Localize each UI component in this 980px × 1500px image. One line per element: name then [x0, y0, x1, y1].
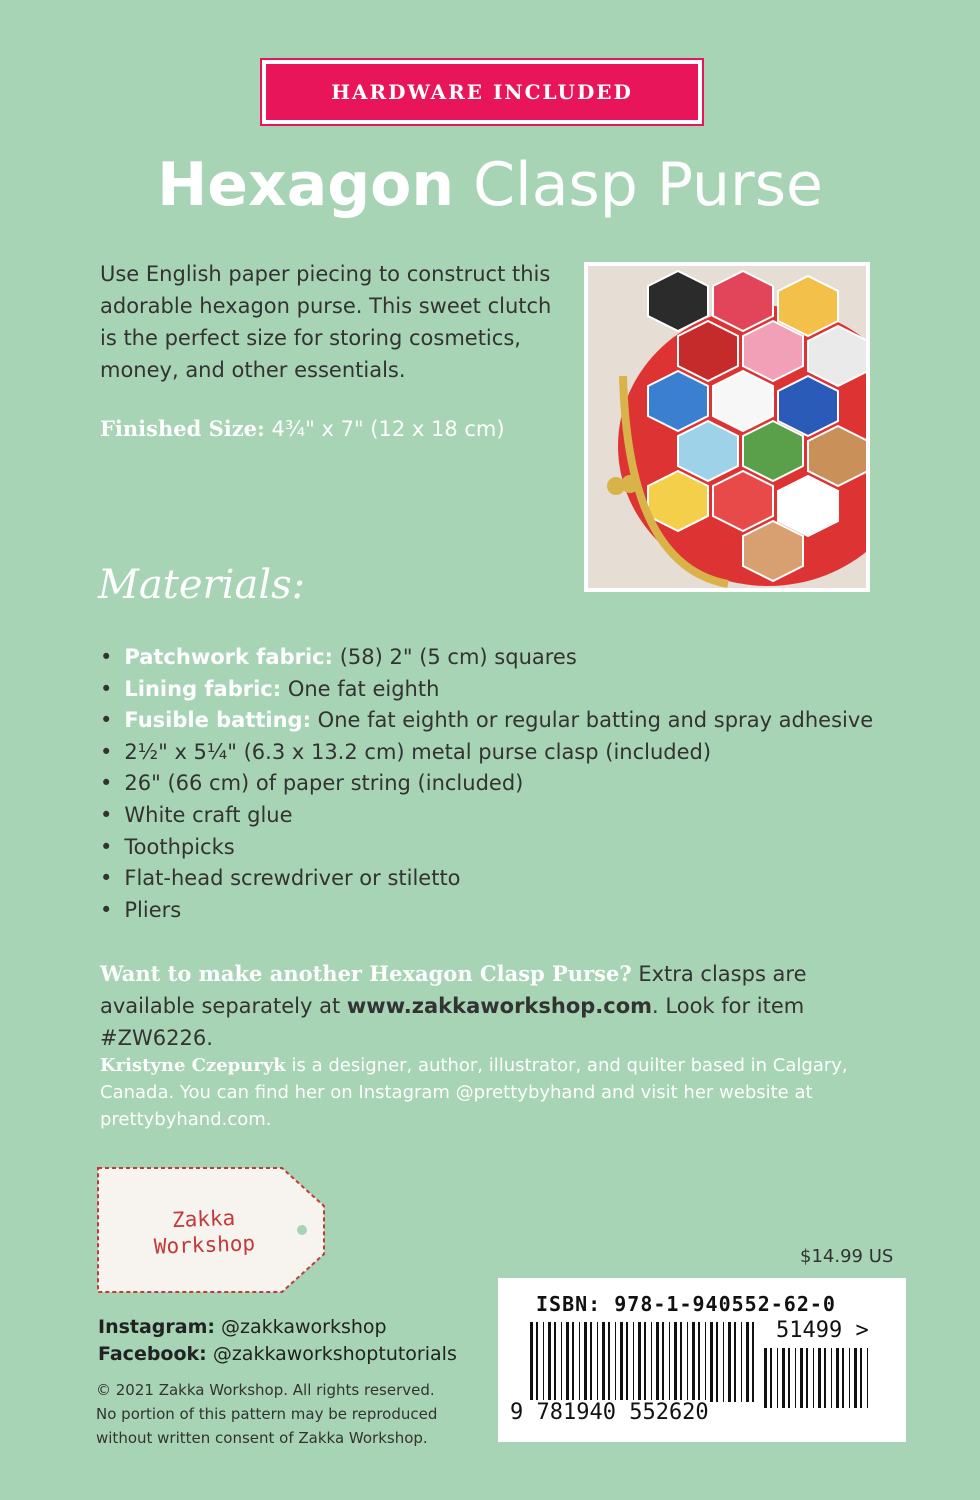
website-link[interactable]: www.zakkaworkshop.com: [346, 994, 653, 1018]
barcode-bar: [680, 1322, 682, 1402]
barcode-bar: [608, 1322, 610, 1402]
barcode-bar: [615, 1322, 616, 1402]
facebook-handle[interactable]: @zakkaworkshoptutorials: [212, 1343, 457, 1365]
barcode-bar: [777, 1348, 778, 1408]
want-question: Want to make another Hexagon Clasp Purse?: [100, 961, 632, 986]
addon-digits: 51499 >: [776, 1318, 869, 1343]
zakka-workshop-logo-tag: [96, 1166, 328, 1294]
finished-size: [100, 416, 505, 441]
barcode-bar: [764, 1348, 767, 1408]
ean-barcode: [530, 1322, 760, 1412]
barcode-bar: [687, 1322, 688, 1402]
isbn-text: ISBN: 978-1-940552-62-0: [536, 1292, 836, 1316]
barcode-bar: [674, 1322, 677, 1402]
barcode-bar: [656, 1322, 659, 1402]
ean-digits: 9 781940 552620: [510, 1400, 709, 1425]
barcode-bar: [741, 1322, 742, 1402]
barcode-bar: [788, 1348, 790, 1408]
banner-text: HARDWARE INCLUDED: [331, 80, 633, 104]
barcode-bar: [620, 1322, 623, 1402]
barcode-bar: [566, 1322, 569, 1402]
barcode-bar: [662, 1322, 664, 1402]
barcode-bar: [543, 1322, 544, 1402]
materials-heading: Materials:: [98, 562, 306, 608]
barcode-bar: [536, 1322, 538, 1402]
barcode-bar: [770, 1348, 772, 1408]
page-title: [0, 150, 980, 220]
barcode-bar: [548, 1322, 551, 1402]
title-bold: Hexagon: [157, 150, 455, 220]
barcode-bar: [728, 1322, 731, 1402]
list-item: • Patchwork fabric: (58) 2" (5 cm) squares: [100, 642, 873, 674]
barcode-bar: [752, 1322, 754, 1402]
barcode-bar: [818, 1348, 821, 1408]
barcode-bar: [597, 1322, 598, 1402]
finished-size-label: Finished Size:: [100, 416, 265, 441]
list-item: • White craft glue: [100, 800, 873, 832]
instagram-handle[interactable]: @zakkaworkshop: [221, 1316, 387, 1338]
social-links: Instagram: @zakkaworkshop Facebook: @zakkaworkshoptutorials: [98, 1316, 457, 1365]
barcode-bar: [710, 1322, 713, 1402]
hardware-included-banner: [262, 60, 702, 124]
addon-barcode: [764, 1348, 874, 1418]
list-item: • Toothpicks: [100, 832, 873, 864]
author-bio: Kristyne Czepuryk is a designer, author, illustrator, and quilter based in Calgary, Canada. You can find her on Instagram @prettybyhand and visit her website at prettybyhand.com.: [100, 1055, 848, 1130]
barcode-bar: [746, 1322, 749, 1402]
intro-paragraph: Use English paper piecing to construct this adorable hexagon purse. This sweet clutch is the perfect size for storing cosmetics, money, and other essentials.: [100, 262, 552, 382]
barcode-bar: [716, 1322, 718, 1402]
barcode-box: [498, 1278, 906, 1442]
barcode-bar: [584, 1322, 587, 1402]
extra-clasps-note: Want to make another Hexagon Clasp Purse? Extra clasps are available separately at www.zakkaworkshop.com. Look for item #ZW6226.: [100, 961, 807, 1050]
author-name: Kristyne Czepuryk: [100, 1055, 286, 1076]
list-item: • 26" (66 cm) of paper string (included): [100, 768, 873, 800]
barcode-bar: [644, 1322, 646, 1402]
barcode-bar: [705, 1322, 706, 1402]
barcode-bar: [849, 1348, 850, 1408]
list-item: • Fusible batting: One fat eighth or regular batting and spray adhesive: [100, 705, 873, 737]
barcode-bar: [867, 1348, 868, 1408]
price-label: $14.99 US: [800, 1246, 894, 1267]
barcode-bar: [561, 1322, 562, 1402]
barcode-bar: [530, 1322, 533, 1402]
barcode-bar: [842, 1348, 844, 1408]
barcode-bar: [692, 1322, 695, 1402]
barcode-bar: [824, 1348, 826, 1408]
barcode-bar: [836, 1348, 839, 1408]
logo-text: Zakka Workshop: [153, 1205, 256, 1259]
barcode-bar: [638, 1322, 641, 1402]
barcode-bar: [860, 1348, 862, 1408]
finished-size-value: 4¾" x 7" (12 x 18 cm): [271, 417, 505, 441]
barcode-bar: [734, 1322, 736, 1402]
barcode-bar: [572, 1322, 574, 1402]
barcode-bar: [669, 1322, 670, 1402]
title-light: Clasp Purse: [473, 150, 823, 220]
barcode-bar: [626, 1322, 628, 1402]
barcode-bar: [590, 1322, 592, 1402]
barcode-bar: [800, 1348, 803, 1408]
barcode-bar: [795, 1348, 796, 1408]
barcode-bar: [602, 1322, 605, 1402]
barcode-bar: [782, 1348, 785, 1408]
barcode-bar: [651, 1322, 652, 1402]
barcode-bar: [633, 1322, 634, 1402]
barcode-bar: [698, 1322, 700, 1402]
purse-illustration: [588, 266, 866, 588]
copyright-notice: © 2021 Zakka Workshop. All rights reserved. No portion of this pattern may be reproduced without written consent of Zakka Workshop.: [96, 1381, 438, 1447]
materials-list: [100, 642, 873, 926]
barcode-bar: [579, 1322, 580, 1402]
barcode-bar: [554, 1322, 556, 1402]
barcode-bar: [806, 1348, 808, 1408]
barcode-bar: [831, 1348, 832, 1408]
barcode-bar: [723, 1322, 724, 1402]
list-item: • Lining fabric: One fat eighth: [100, 674, 873, 706]
list-item: • 2½" x 5¼" (6.3 x 13.2 cm) metal purse clasp (included): [100, 737, 873, 769]
barcode-bar: [813, 1348, 814, 1408]
barcode-bar: [854, 1348, 857, 1408]
list-item: • Flat-head screwdriver or stiletto: [100, 863, 873, 895]
purse-photo: [584, 262, 870, 592]
list-item: • Pliers: [100, 895, 873, 927]
